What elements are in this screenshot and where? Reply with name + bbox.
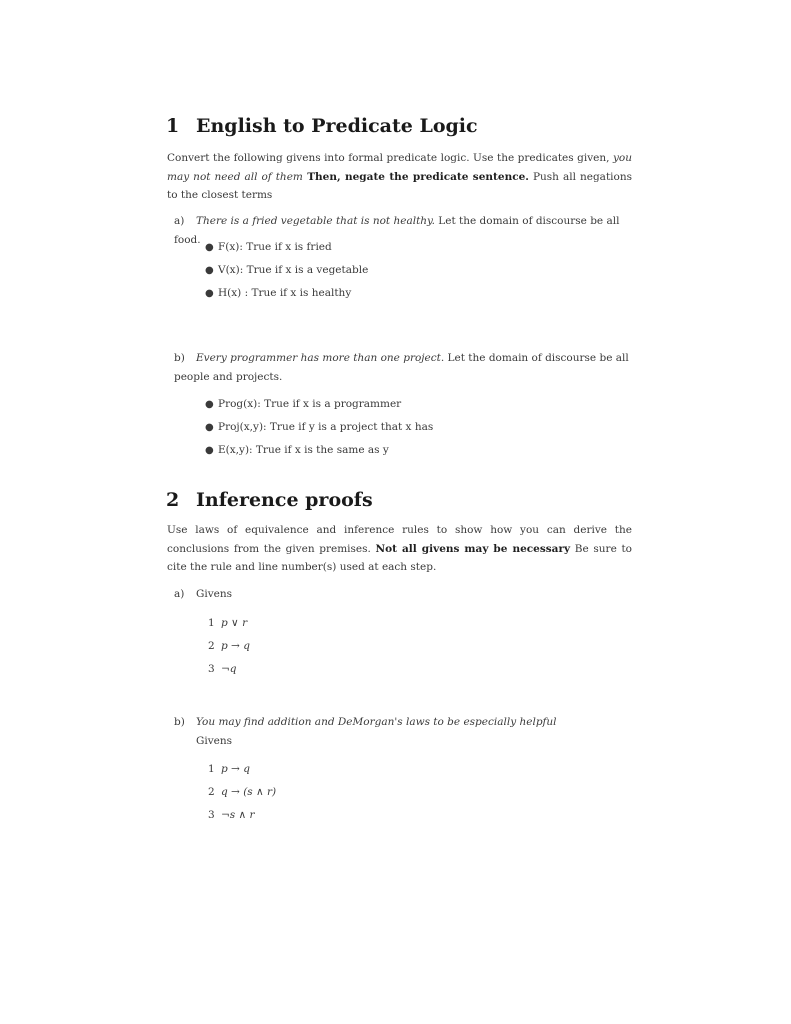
predicate-item: ● Proj(x,y): True if y is a project that x has	[205, 416, 433, 439]
part-b-predicate-list	[205, 393, 433, 462]
predicate-item: ● F(x): True if x is fried	[205, 236, 368, 259]
given-line: 2 q → (s ∧ r)	[208, 786, 277, 798]
predicate-item: ● Prog(x): True if x is a programmer	[205, 393, 433, 416]
given-line: 3 ¬s ∧ r	[208, 809, 255, 821]
predicate-item: ● E(x,y): True if x is the same as y	[205, 439, 433, 462]
bullet-icon: ●	[205, 288, 214, 299]
bullet-icon: ●	[205, 242, 214, 253]
section-2-number: 2	[166, 489, 180, 511]
section-2-part-a: a) Givens	[174, 588, 233, 600]
section-1-part-a: a) There is a fried vegetable that is not healthy. Let the domain of discourse be all food.	[174, 215, 620, 246]
section-1-number: 1	[166, 115, 180, 137]
part-a-predicate-list	[205, 236, 368, 305]
given-line: 1 p ∨ r	[208, 617, 248, 629]
section-2-part-b: b) You may find addition and DeMorgan's laws to be especially helpful Givens	[174, 716, 557, 747]
section-1-part-b: b) Every programmer has more than one project. Let the domain of discourse be all people and projects.	[174, 352, 629, 383]
given-line: 3 ¬q	[208, 663, 237, 675]
section-2-heading	[166, 489, 373, 511]
section-1-heading	[166, 115, 478, 137]
bullet-icon: ●	[205, 399, 214, 410]
section-1-intro: Convert the following givens into formal predicate logic. Use the predicates given, you may not need all of them Then, negate the predicate sentence. Push all negations to the closest terms	[167, 152, 632, 201]
part-a-givens-list	[208, 612, 250, 681]
section-2-intro: Use laws of equivalence and inference rules to show how you can derive the conclusions from the given premises. Not all givens may be necessary Be sure to cite the rule and line number(s) used at each step.	[167, 524, 632, 573]
bullet-icon: ●	[205, 422, 214, 433]
part-b-givens-list	[208, 758, 276, 827]
bullet-icon: ●	[205, 445, 214, 456]
predicate-item: ● H(x) : True if x is healthy	[205, 282, 368, 305]
given-line: 1 p → q	[208, 763, 250, 775]
predicate-item: ● V(x): True if x is a vegetable	[205, 259, 368, 282]
section-2-title: Inference proofs	[196, 489, 373, 511]
bullet-icon: ●	[205, 265, 214, 276]
section-1-title: English to Predicate Logic	[196, 115, 478, 137]
given-line: 2 p → q	[208, 640, 250, 652]
